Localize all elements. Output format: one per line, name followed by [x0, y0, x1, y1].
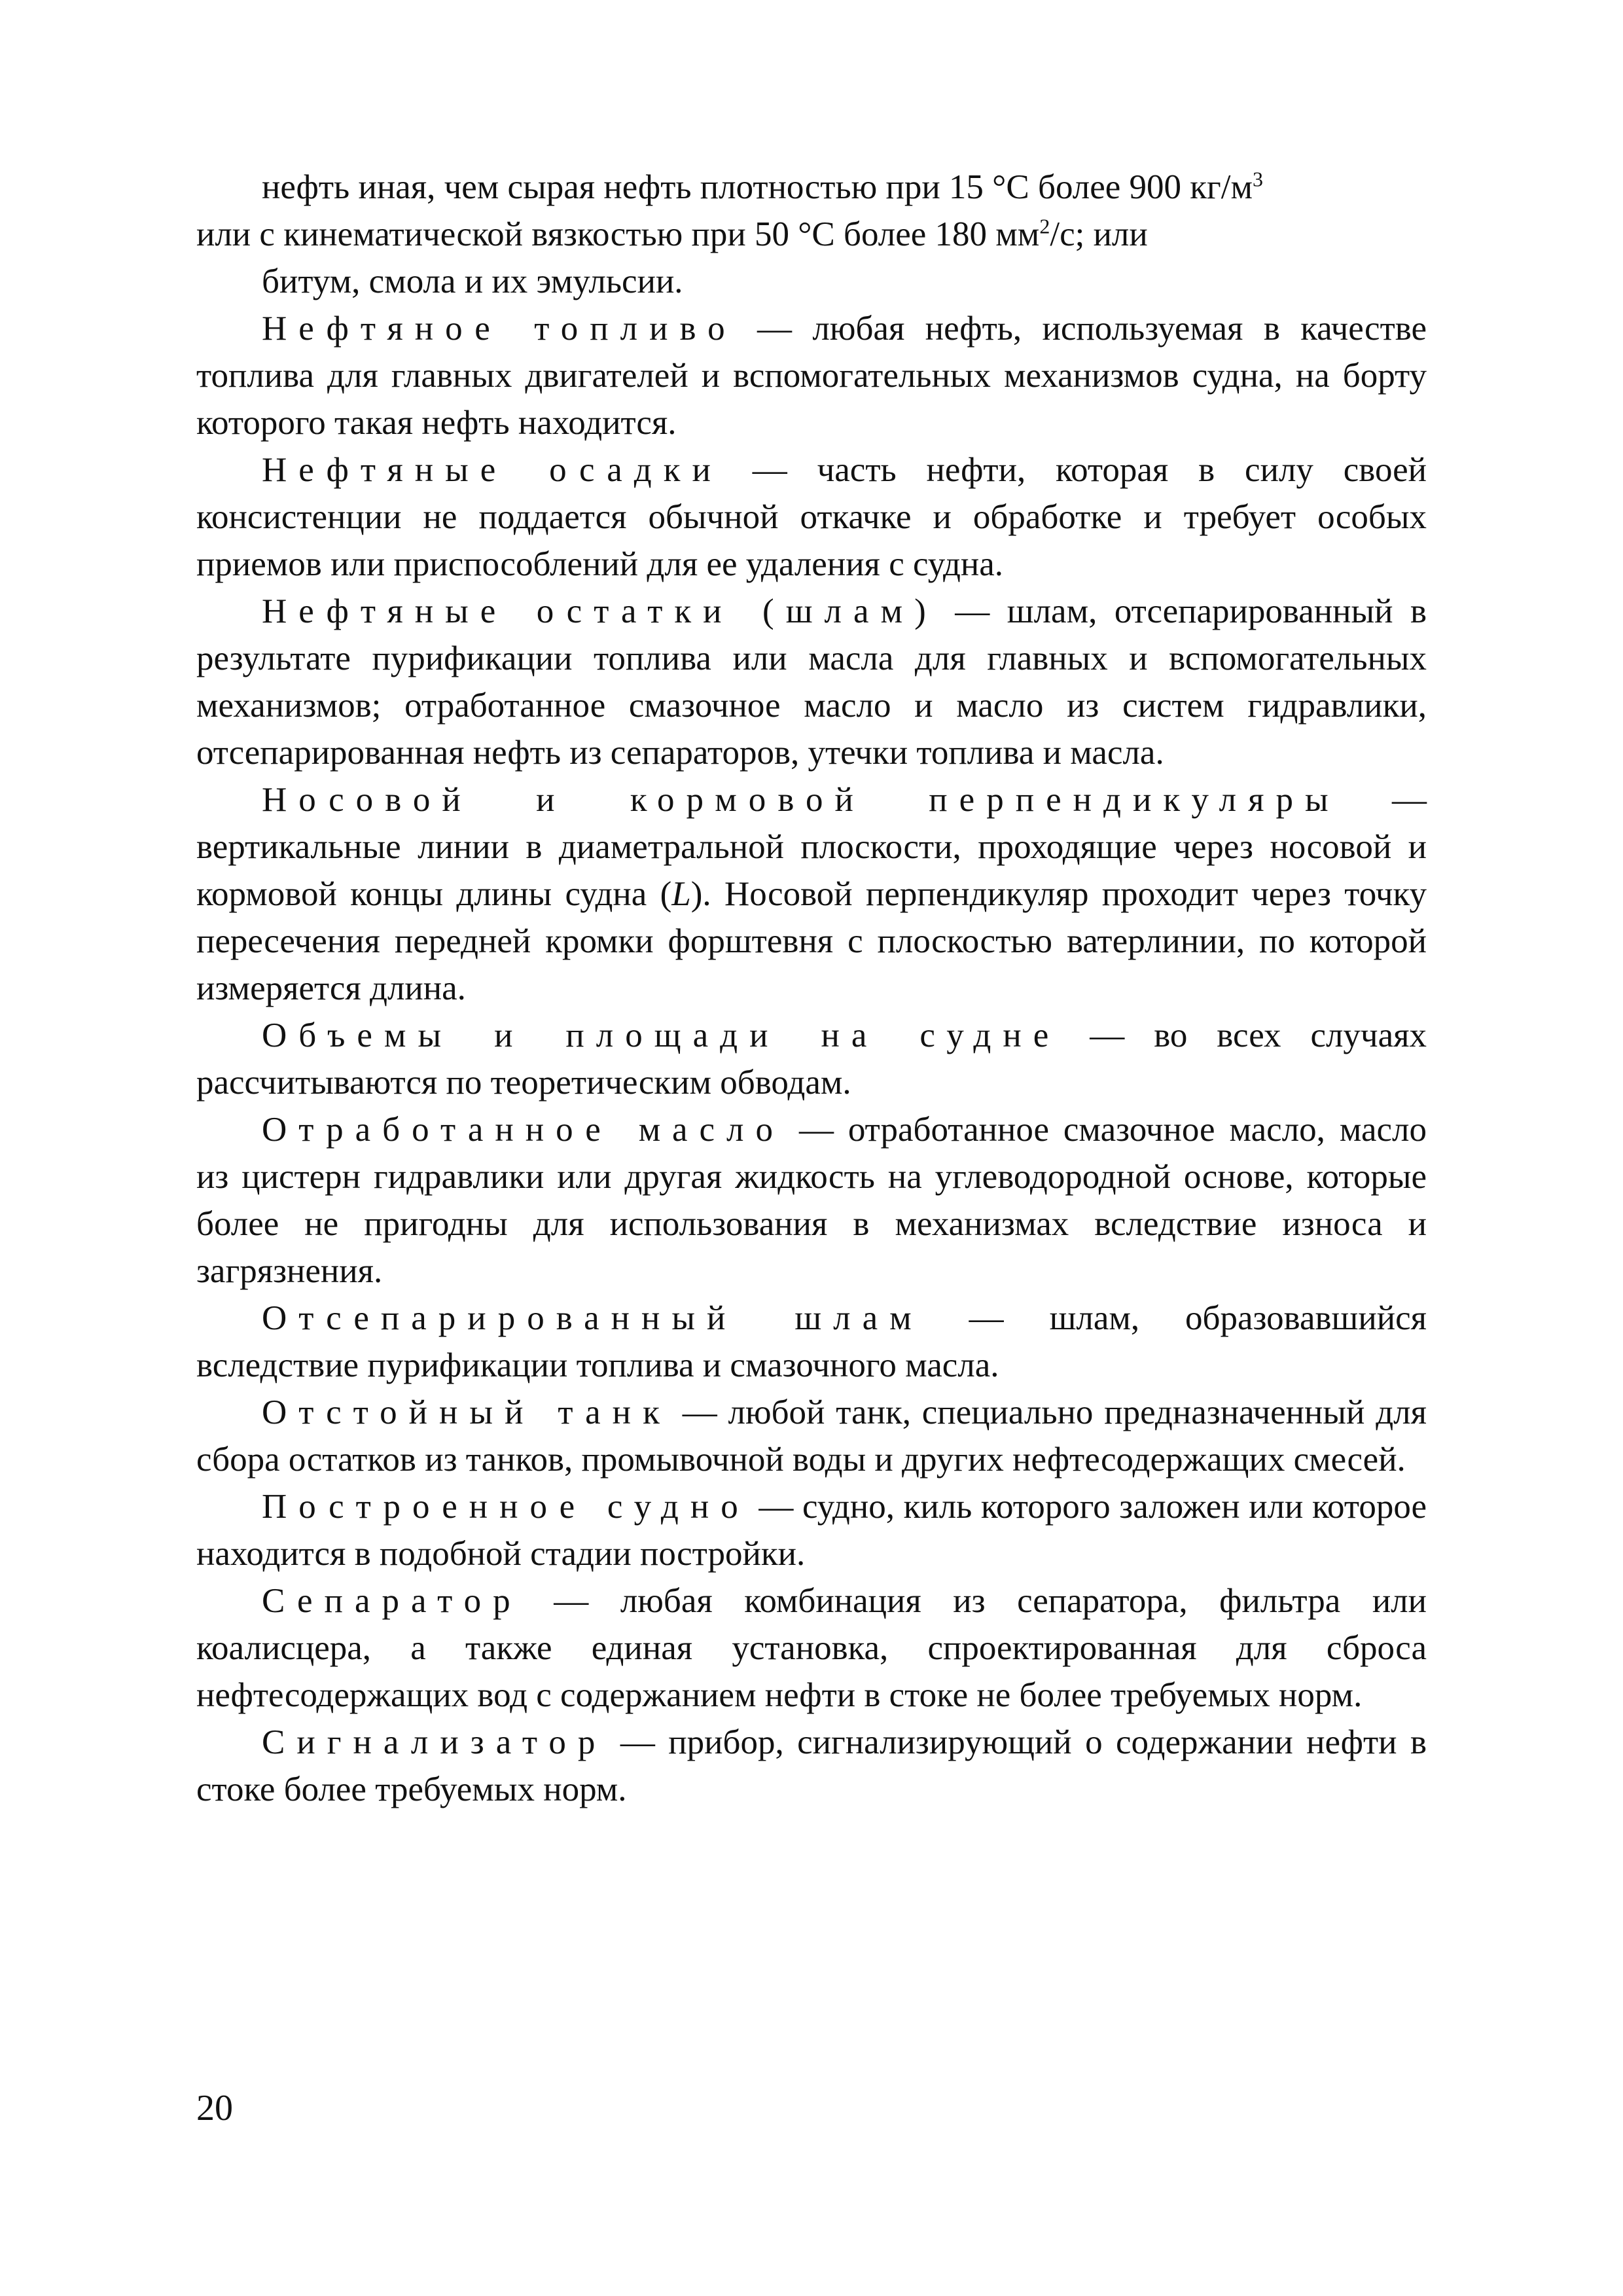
definition-paragraph: [196, 1389, 1427, 1483]
intro-line-3: битум, смола и их эмульсии.: [262, 262, 683, 300]
definition-term: Отстойный танк: [262, 1393, 671, 1431]
definition-text-continued: ). Носовой перпендикуляр проходит через точку пересечения передней кромки форштевня с плоскостью ватерлинии, по которой измеряется длина.: [196, 875, 1427, 1007]
italic-length-symbol: L: [671, 875, 691, 913]
definition-text: — отработанное смазочное масло, масло из цистерн гидравлики или другая жидкость на углеводородной основе, которые более не пригодны для использования в механизмах вследствие износа и загрязнения.: [196, 1111, 1427, 1290]
definition-paragraph: [196, 305, 1427, 446]
definition-paragraph: [196, 1012, 1427, 1106]
definition-term: Нефтяное топливо: [262, 310, 737, 348]
definition-term: Нефтяные остатки (шлам): [262, 592, 938, 630]
definition-term: Сепаратор: [262, 1582, 522, 1620]
definition-paragraph: [196, 1106, 1427, 1295]
intro-line-1-text: нефть иная, чем сырая нефть плотностью при 15 °С более 900 кг/м: [262, 168, 1253, 206]
definition-paragraph: [196, 588, 1427, 776]
intro-line-1: [196, 164, 1427, 211]
definition-term: Построенное судно: [262, 1488, 750, 1526]
definition-text: — прибор, сигнализирующий о содержании нефти в стоке более требуемых норм.: [196, 1723, 1427, 1808]
definition-text: — шлам, образовавшийся вследствие пурификации топлива и смазочного масла.: [196, 1299, 1427, 1384]
definition-paragraph: [196, 776, 1427, 1012]
definition-text: — вертикальные линии в диаметральной плоскости, проходящие через носовой и кормовой концы длины судна (: [196, 781, 1427, 913]
page-number: 20: [196, 2088, 233, 2128]
definition-term: Объемы и площади на судне: [262, 1016, 1061, 1054]
page-body: [196, 164, 1427, 1813]
definition-term: Отработанное масло: [262, 1111, 785, 1149]
superscript-2: 2: [1039, 214, 1050, 238]
definition-paragraph: [196, 1295, 1427, 1389]
definition-text: — любая нефть, используемая в качестве топлива для главных двигателей и вспомогательных механизмов судна, на борту которого такая нефть находится.: [196, 310, 1427, 442]
definition-term: Сигнализатор: [262, 1723, 607, 1761]
definition-text: — любой танк, специально предназначенный для сбора остатков из танков, промывочной воды и других нефтесодержащих смесей.: [196, 1393, 1427, 1479]
intro-line-2: [196, 211, 1427, 258]
definition-paragraph: [196, 446, 1427, 588]
definition-text: — во всех случаях рассчитываются по теоретическим обводам.: [196, 1016, 1427, 1102]
intro-line-2-text-a: или с кинематической вязкостью при 50 °С более 180 мм: [196, 215, 1040, 253]
definition-paragraph: [196, 1719, 1427, 1813]
definition-term: Носовой и кормовой перпендикуляры: [262, 781, 1340, 819]
definition-term: Отсепарированный шлам: [262, 1299, 923, 1337]
intro-line-2-text-b: /с; или: [1050, 215, 1148, 253]
definition-text: — любая комбинация из сепаратора, фильтра или коалисцера, а также единая установка, спроектированная для сброса нефтесодержащих вод с содержанием нефти в стоке не более требуемых норм.: [196, 1582, 1427, 1714]
definition-text: — судно, киль которого заложен или которое находится в подобной стадии постройки.: [196, 1488, 1427, 1573]
definition-paragraph: [196, 1483, 1427, 1577]
definition-term: Нефтяные осадки: [262, 451, 722, 489]
superscript-3: 3: [1253, 167, 1263, 191]
definition-paragraph: [196, 1577, 1427, 1719]
definition-text: — шлам, отсепарированный в результате пурификации топлива или масла для главных и вспомогательных механизмов; отработанное смазочное масло и масло из систем гидравлики, отсепарированная нефть из сепараторов, утечки топлива и масла.: [196, 592, 1427, 772]
definition-text: — часть нефти, которая в силу своей консистенции не поддается обычной откачке и обработке и требует особых приемов или приспособлений для ее удаления с судна.: [196, 451, 1427, 583]
